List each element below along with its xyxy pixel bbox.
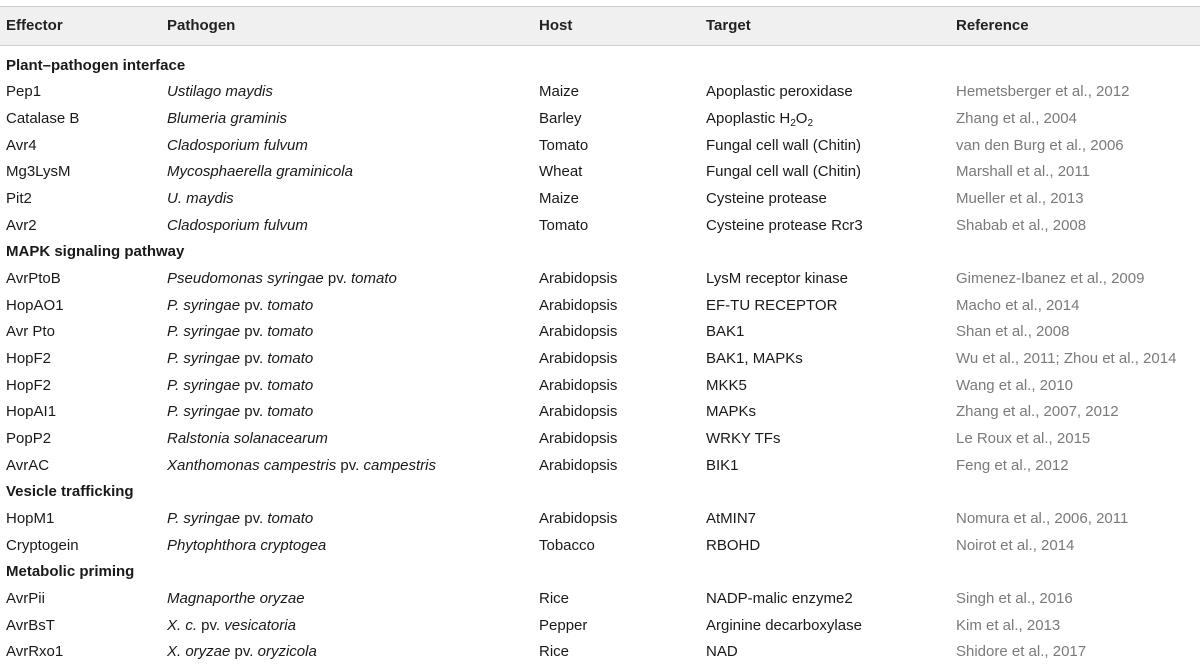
host-cell: Tobacco <box>539 536 595 554</box>
reference-cell: Feng et al., 2012 <box>956 456 1069 474</box>
pathogen-cell <box>167 346 313 373</box>
host-cell: Rice <box>539 589 570 607</box>
effector-cell: HopF2 <box>6 349 52 367</box>
host-cell: Arabidopsis <box>539 456 618 474</box>
reference-cell: Shidore et al., 2017 <box>956 643 1087 661</box>
section-row <box>0 479 1200 506</box>
pathovar-name: tomato <box>267 323 314 341</box>
target-cell: Fungal cell wall (Chitin) <box>706 163 862 181</box>
host-cell: Maize <box>539 83 580 101</box>
pathovar-name: tomato <box>267 349 314 367</box>
pathogen-cell <box>167 293 313 320</box>
pathogen-cell <box>167 613 296 640</box>
host-cell: Maize <box>539 189 580 207</box>
target-cell: Cysteine protease Rcr3 <box>706 216 863 234</box>
pathogen-name: Ustilago maydis <box>167 83 273 101</box>
host-cell: Arabidopsis <box>539 403 618 421</box>
table-row <box>0 506 1200 533</box>
pathovar-label: pv. <box>240 349 268 367</box>
effector-cell: Avr Pto <box>6 323 55 341</box>
effector-cell: AvrAC <box>6 456 50 474</box>
pathogen-cell <box>167 319 313 346</box>
pathovar-name: tomato <box>267 509 314 527</box>
table-row <box>0 399 1200 426</box>
pathogen-species: P. syringae <box>167 376 241 394</box>
host-cell: Rice <box>539 643 570 661</box>
target-cell: EF-TU RECEPTOR <box>706 296 838 314</box>
pathovar-label: pv. <box>240 323 268 341</box>
effector-cell: AvrPtoB <box>6 269 61 287</box>
effector-cell: Pit2 <box>6 189 32 207</box>
effector-cell: Catalase B <box>6 109 80 127</box>
target-cell: BIK1 <box>706 456 739 474</box>
pathogen-species: P. syringae <box>167 403 241 421</box>
pathogen-name: Mycosphaerella graminicola <box>167 163 353 181</box>
section-row <box>0 559 1200 586</box>
effector-cell: AvrPii <box>6 589 45 607</box>
target-cell: LysM receptor kinase <box>706 269 849 287</box>
host-cell: Arabidopsis <box>539 429 618 447</box>
pathogen-species: Pseudomonas syringae <box>167 269 324 287</box>
target-cell: NAD <box>706 643 738 661</box>
col-header-effector: Effector <box>6 16 63 34</box>
effector-cell: Avr4 <box>6 136 37 154</box>
target-cell: Cysteine protease <box>706 189 827 207</box>
pathogen-cell <box>167 426 328 453</box>
target-cell <box>706 106 813 133</box>
pathogen-cell <box>167 506 313 533</box>
pathogen-cell <box>167 639 317 666</box>
pathovar-name: oryzicola <box>257 643 317 661</box>
host-cell: Arabidopsis <box>539 296 618 314</box>
host-cell: Pepper <box>539 616 588 634</box>
reference-cell: Nomura et al., 2006, 2011 <box>956 509 1129 527</box>
target-cell: MKK5 <box>706 376 747 394</box>
target-cell: MAPKs <box>706 403 757 421</box>
reference-cell: Zhang et al., 2004 <box>956 109 1077 127</box>
pathogen-name: Cladosporium fulvum <box>167 216 308 234</box>
table-row <box>0 133 1200 160</box>
pathogen-cell <box>167 159 353 186</box>
col-header-target: Target <box>706 16 751 34</box>
pathovar-name: tomato <box>267 296 314 314</box>
effector-cell: HopF2 <box>6 376 52 394</box>
pathogen-cell <box>167 453 436 480</box>
target-cell: Apoplastic peroxidase <box>706 83 853 101</box>
table-row <box>0 213 1200 240</box>
reference-cell: Zhang et al., 2007, 2012 <box>956 403 1119 421</box>
pathogen-cell <box>167 266 397 293</box>
effector-cell: HopAO1 <box>6 296 64 314</box>
pathogen-name: Magnaporthe oryzae <box>167 589 305 607</box>
pathovar-label: pv. <box>197 616 225 634</box>
pathogen-cell <box>167 133 308 160</box>
col-header-reference: Reference <box>956 16 1029 34</box>
target-cell: NADP-malic enzyme2 <box>706 589 853 607</box>
pathogen-species: X. oryzae <box>167 643 231 661</box>
reference-cell: Le Roux et al., 2015 <box>956 429 1091 447</box>
effector-cell: Cryptogein <box>6 536 79 554</box>
pathovar-label: pv. <box>230 643 258 661</box>
host-cell: Wheat <box>539 163 583 181</box>
header-row <box>0 13 1200 40</box>
pathogen-species: X. c. <box>167 616 198 634</box>
reference-cell: Gimenez-Ibanez et al., 2009 <box>956 269 1145 287</box>
pathovar-name: campestris <box>363 456 437 474</box>
reference-cell: van den Burg et al., 2006 <box>956 136 1124 154</box>
pathogen-name: Cladosporium fulvum <box>167 136 308 154</box>
table-row <box>0 453 1200 480</box>
pathogen-cell <box>167 586 305 613</box>
pathovar-label: pv. <box>240 509 268 527</box>
target-subscript: 2 <box>807 117 814 129</box>
target-text: Apoplastic H <box>706 109 791 127</box>
effector-cell: AvrRxo1 <box>6 643 64 661</box>
target-cell: AtMIN7 <box>706 509 757 527</box>
table-row <box>0 79 1200 106</box>
reference-cell: Singh et al., 2016 <box>956 589 1073 607</box>
reference-cell: Shabab et al., 2008 <box>956 216 1087 234</box>
pathogen-species: P. syringae <box>167 323 241 341</box>
reference-cell: Shan et al., 2008 <box>956 323 1070 341</box>
effector-cell: Mg3LysM <box>6 163 71 181</box>
table-row <box>0 639 1200 666</box>
pathovar-label: pv. <box>240 376 268 394</box>
section-title: Metabolic priming <box>6 563 135 581</box>
col-header-host: Host <box>539 16 573 34</box>
pathogen-name: Ralstonia solanacearum <box>167 429 328 447</box>
target-cell: RBOHD <box>706 536 761 554</box>
host-cell: Barley <box>539 109 582 127</box>
table-row <box>0 586 1200 613</box>
target-text: O <box>795 109 808 127</box>
host-cell: Tomato <box>539 136 589 154</box>
host-cell: Arabidopsis <box>539 323 618 341</box>
col-header-pathogen: Pathogen <box>167 16 236 34</box>
target-subscript: 2 <box>790 117 796 129</box>
pathovar-name: tomato <box>351 269 397 287</box>
target-cell: Arginine decarboxylase <box>706 616 862 634</box>
table-row <box>0 346 1200 373</box>
effector-cell: HopAI1 <box>6 403 57 421</box>
pathogen-cell <box>167 79 273 106</box>
table-row <box>0 373 1200 400</box>
table-row <box>0 319 1200 346</box>
effector-cell: AvrBsT <box>6 616 55 634</box>
section-title: MAPK signaling pathway <box>6 243 185 261</box>
effector-cell: Pep1 <box>6 83 42 101</box>
pathovar-label: pv. <box>240 403 268 421</box>
reference-cell: Wu et al., 2011; Zhou et al., 2014 <box>956 349 1177 367</box>
host-cell: Arabidopsis <box>539 509 618 527</box>
effector-cell: HopM1 <box>6 509 55 527</box>
target-cell: BAK1, MAPKs <box>706 349 803 367</box>
pathovar-label: pv. <box>336 456 364 474</box>
target-cell: Fungal cell wall (Chitin) <box>706 136 862 154</box>
effector-cell: Avr2 <box>6 216 37 234</box>
host-cell: Arabidopsis <box>539 269 618 287</box>
pathogen-cell <box>167 399 313 426</box>
pathogen-species: P. syringae <box>167 509 241 527</box>
table-row <box>0 106 1200 133</box>
pathogen-cell <box>167 186 234 213</box>
table-row <box>0 159 1200 186</box>
pathovar-name: tomato <box>267 403 314 421</box>
pathovar-name: vesicatoria <box>224 616 296 634</box>
table-row <box>0 533 1200 560</box>
reference-cell: Macho et al., 2014 <box>956 296 1080 314</box>
pathogen-name: Phytophthora cryptogea <box>167 536 327 554</box>
pathogen-cell <box>167 213 308 240</box>
host-cell: Tomato <box>539 216 589 234</box>
reference-cell: Noirot et al., 2014 <box>956 536 1075 554</box>
reference-cell: Wang et al., 2010 <box>956 376 1074 394</box>
pathogen-species: P. syringae <box>167 296 241 314</box>
table-row <box>0 186 1200 213</box>
reference-cell: Hemetsberger et al., 2012 <box>956 83 1130 101</box>
host-cell: Arabidopsis <box>539 349 618 367</box>
pathovar-name: tomato <box>267 376 314 394</box>
pathogen-species: Xanthomonas campestris <box>167 456 337 474</box>
pathovar-label: pv. <box>240 296 268 314</box>
section-row <box>0 53 1200 80</box>
pathogen-name: Blumeria graminis <box>167 109 288 127</box>
target-cell: BAK1 <box>706 323 745 341</box>
section-title: Vesicle trafficking <box>6 483 134 501</box>
target-cell: WRKY TFs <box>706 429 781 447</box>
section-title: Plant–pathogen interface <box>6 56 186 74</box>
reference-cell: Mueller et al., 2013 <box>956 189 1084 207</box>
table-row <box>0 293 1200 320</box>
reference-cell: Marshall et al., 2011 <box>956 163 1090 181</box>
effector-cell: PopP2 <box>6 429 52 447</box>
table-row <box>0 426 1200 453</box>
pathogen-cell <box>167 533 326 560</box>
pathogen-name: U. maydis <box>167 189 234 207</box>
pathovar-label: pv. <box>323 269 351 287</box>
reference-cell: Kim et al., 2013 <box>956 616 1061 634</box>
pathogen-cell <box>167 373 313 400</box>
table-row <box>0 613 1200 640</box>
host-cell: Arabidopsis <box>539 376 618 394</box>
table-row <box>0 266 1200 293</box>
pathogen-species: P. syringae <box>167 349 241 367</box>
section-row <box>0 239 1200 266</box>
pathogen-cell <box>167 106 287 133</box>
